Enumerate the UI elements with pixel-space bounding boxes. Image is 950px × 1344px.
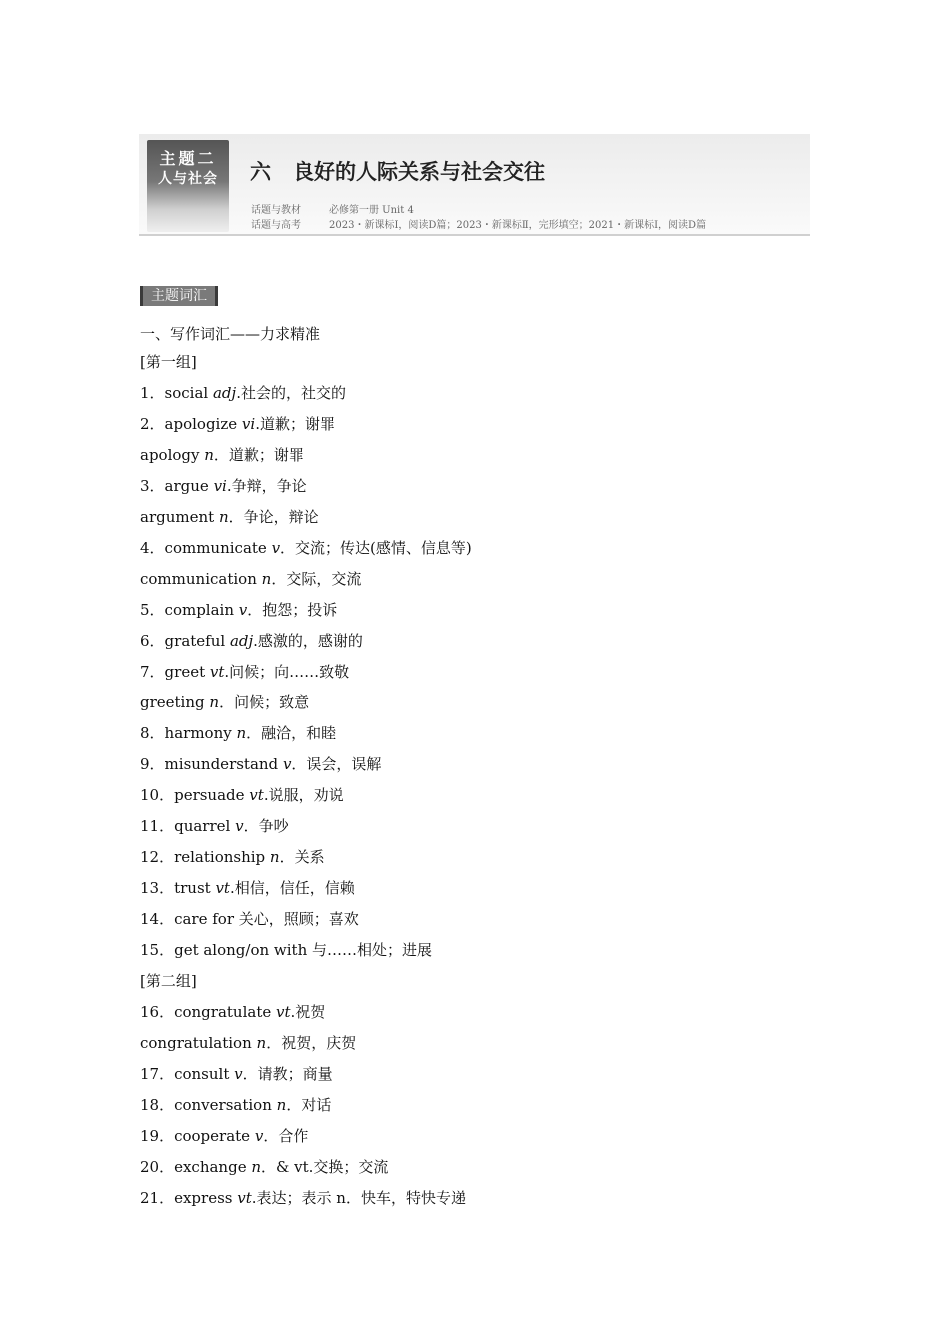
entry-word: communication <box>140 570 262 588</box>
part-of-speech: n <box>251 1158 262 1176</box>
topic-banner <box>139 134 810 236</box>
vocab-entry <box>140 445 304 465</box>
vocab-entry <box>140 1157 388 1177</box>
entry-word: 21．express <box>140 1189 238 1207</box>
vocab-entry <box>140 1002 325 1022</box>
entry-meaning: ．争吵 <box>243 817 289 835</box>
entry-meaning: .问候；向……致敬 <box>224 663 350 681</box>
textbook-row <box>251 201 414 216</box>
part-of-speech: v <box>238 601 248 619</box>
entry-word: 20．exchange <box>140 1158 252 1176</box>
part-of-speech: adj <box>229 632 254 650</box>
entry-meaning: .道歉；谢罪 <box>255 415 335 433</box>
entry-word: 9．misunderstand <box>140 755 283 773</box>
badge-theme-number: 主题二 <box>159 149 217 168</box>
entry-word: 8．harmony <box>140 724 237 742</box>
entry-word: 18．conversation <box>140 1096 277 1114</box>
part-of-speech: v <box>271 539 281 557</box>
entry-word: greeting <box>140 693 210 711</box>
part-of-speech: vt <box>249 786 264 804</box>
entry-word: 2．apologize <box>140 415 242 433</box>
part-of-speech: n <box>218 508 229 526</box>
entry-meaning: ．融洽，和睦 <box>246 724 337 742</box>
vocab-entry <box>140 569 361 589</box>
part-of-speech: vt <box>215 879 230 897</box>
part-of-speech: vi <box>213 477 227 495</box>
part-of-speech: vt <box>237 1189 252 1207</box>
section-tag: 主题词汇 <box>140 286 218 306</box>
vocab-entry <box>140 507 319 527</box>
entry-word: 12．relationship <box>140 848 270 866</box>
part-of-speech: n <box>269 848 280 866</box>
entry-meaning: .表达；表示 n．快车，特快专递 <box>251 1189 466 1207</box>
vocab-line <box>140 971 197 991</box>
vocab-entry <box>140 662 349 682</box>
entry-meaning: ．对话 <box>286 1096 332 1114</box>
entry-meaning: ．争论，辩论 <box>228 508 319 526</box>
vocab-entry <box>140 1095 331 1115</box>
vocab-entry <box>140 847 325 867</box>
part-of-speech: n <box>276 1096 287 1114</box>
entry-word: 13．trust <box>140 879 216 897</box>
entry-meaning: ．请教；商量 <box>242 1065 333 1083</box>
vocab-entry <box>140 1126 308 1146</box>
vocab-entry <box>140 600 337 620</box>
entry-word: 11．quarrel <box>140 817 236 835</box>
entry-meaning: .祝贺 <box>290 1003 326 1021</box>
entry-word: [第二组] <box>140 972 197 990</box>
part-of-speech: n <box>256 1034 267 1052</box>
part-of-speech: v <box>234 1065 243 1083</box>
exam-value: 2023・新课标Ⅰ，阅读D篇；2023・新课标Ⅱ，完形填空；2021・新课标Ⅰ，阅读D篇 <box>329 220 707 231</box>
textbook-value: 必修第一册 Unit 4 <box>329 205 414 216</box>
entry-meaning: ．道歉；谢罪 <box>213 446 304 464</box>
topic-number: 六 <box>250 160 271 184</box>
subheading: 一、写作词汇——力求精准 <box>140 325 321 343</box>
entry-word: apology <box>140 446 205 464</box>
topic-badge <box>147 140 229 232</box>
vocab-entry <box>140 878 355 898</box>
exam-row <box>251 216 706 231</box>
entry-meaning: ．& vt.交换；交流 <box>261 1158 389 1176</box>
entry-meaning: ．交流；传达(感情、信息等) <box>280 539 472 557</box>
entry-word: 14．care for 关心，照顾；喜欢 <box>140 910 359 928</box>
entry-meaning: ．交际，交流 <box>271 570 362 588</box>
part-of-speech: adj <box>212 384 237 402</box>
entry-meaning: ．合作 <box>263 1127 309 1145</box>
vocab-entry <box>140 816 289 836</box>
entry-word: 19．cooperate <box>140 1127 255 1145</box>
entry-word: [第一组] <box>140 353 197 371</box>
entry-word: argument <box>140 508 219 526</box>
vocab-line <box>140 909 359 929</box>
textbook-label: 话题与教材 <box>251 205 301 216</box>
entry-meaning: ．问候；致意 <box>219 693 310 711</box>
entry-word: 10．persuade <box>140 786 250 804</box>
entry-word: 6．grateful <box>140 632 230 650</box>
entry-meaning: ．祝贺，庆贺 <box>266 1034 357 1052</box>
vocab-entry <box>140 1033 356 1053</box>
vocab-entry <box>140 785 344 805</box>
vocab-entry <box>140 723 336 743</box>
entry-word: 1．social <box>140 384 213 402</box>
part-of-speech: vt <box>276 1003 291 1021</box>
entry-word: congratulation <box>140 1034 257 1052</box>
vocab-line <box>140 352 197 372</box>
vocab-entry <box>140 1064 333 1084</box>
part-of-speech: v <box>235 817 244 835</box>
entry-word: 3．argue <box>140 477 214 495</box>
entry-meaning: .争辩，争论 <box>226 477 307 495</box>
part-of-speech: vi <box>241 415 256 433</box>
vocab-line <box>140 940 432 960</box>
vocab-entry <box>140 754 381 774</box>
part-of-speech: n <box>204 446 214 464</box>
entry-meaning: .社会的，社交的 <box>236 384 346 402</box>
vocab-entry <box>140 692 309 712</box>
entry-meaning: ．关系 <box>279 848 325 866</box>
exam-label: 话题与高考 <box>251 220 301 231</box>
entry-meaning: ．误会，误解 <box>291 755 382 773</box>
entry-word: 5．complain <box>140 601 239 619</box>
entry-word: 15．get along/on with 与……相处；进展 <box>140 941 433 959</box>
topic-title <box>250 156 545 186</box>
entry-meaning: ．抱怨；投诉 <box>247 601 338 619</box>
vocab-entry <box>140 476 307 496</box>
entry-meaning: .说服，劝说 <box>263 786 344 804</box>
part-of-speech: v <box>254 1127 264 1145</box>
entry-word: 4．communicate <box>140 539 272 557</box>
entry-meaning: .感激的，感谢的 <box>253 632 363 650</box>
entry-word: 17．consult <box>140 1065 235 1083</box>
vocab-entry <box>140 538 472 558</box>
entry-meaning: .相信，信任，信赖 <box>229 879 355 897</box>
entry-word: 16．congratulate <box>140 1003 276 1021</box>
part-of-speech: vt <box>209 663 225 681</box>
part-of-speech: v <box>282 755 292 773</box>
vocab-entry <box>140 631 363 651</box>
part-of-speech: n <box>261 570 272 588</box>
vocab-entry <box>140 1188 466 1208</box>
vocab-entry <box>140 414 335 434</box>
entry-word: 7．greet <box>140 663 210 681</box>
part-of-speech: n <box>209 693 220 711</box>
part-of-speech: n <box>236 724 247 742</box>
vocab-entry <box>140 383 346 403</box>
topic-title-text: 良好的人际关系与社会交往 <box>293 160 545 184</box>
badge-theme-name: 人与社会 <box>158 171 218 187</box>
